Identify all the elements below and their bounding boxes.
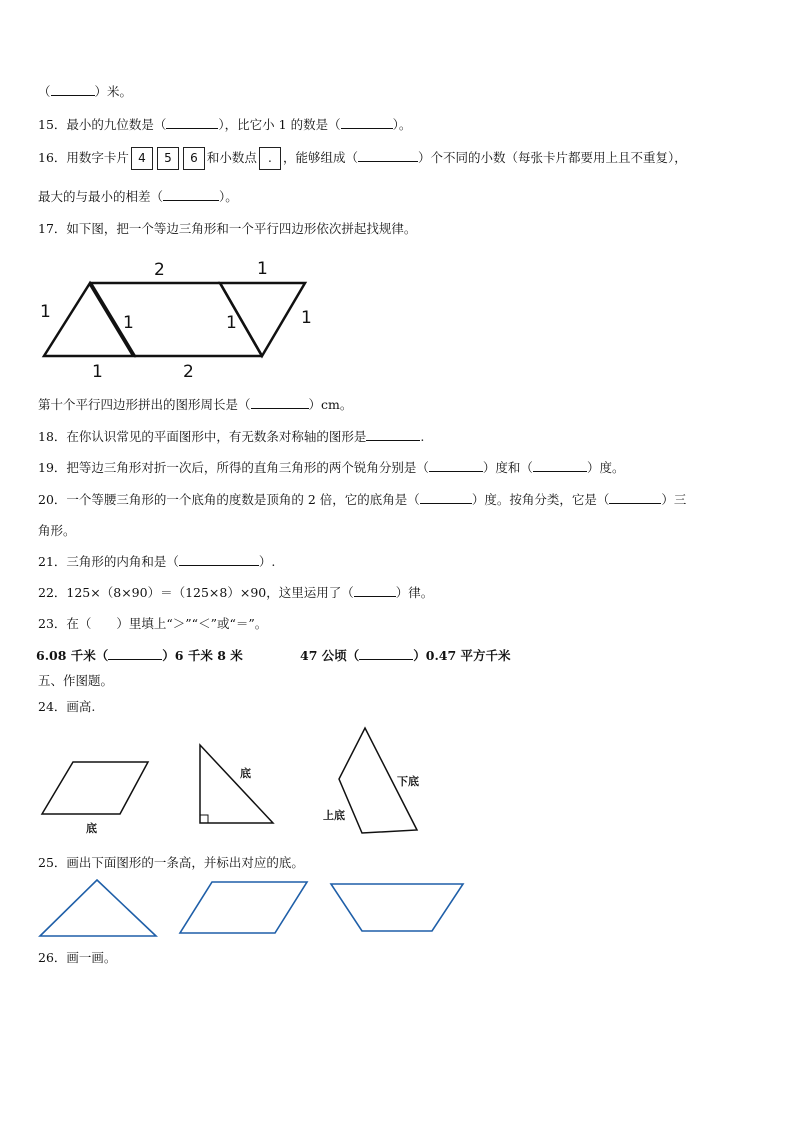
section-5-heading [38, 671, 113, 689]
q24-label-upper-base: 上底 [323, 809, 345, 822]
q17-number: 17． [38, 221, 67, 236]
question-19 [38, 458, 624, 476]
q26-number: 26． [38, 950, 67, 965]
q18-blank[interactable] [366, 428, 420, 441]
q23-text: 在（ ）里填上“＞”“＜”或“＝”。 [66, 616, 268, 631]
q17-label-bottom-right: 2 [183, 362, 194, 382]
q23-item1-b: ）6 千米 8 米 [162, 648, 243, 663]
q17-label-top-left: 2 [154, 260, 165, 280]
q16-number: 16． [38, 150, 67, 165]
q26-text: 画一画。 [66, 950, 117, 965]
q24-label-lower-base: 下底 [397, 775, 419, 788]
q17-answer [38, 395, 352, 413]
q20-blank2[interactable] [609, 491, 661, 504]
q20-line2: 角形。 [38, 523, 76, 538]
q20-text3: ）三 [661, 492, 687, 507]
q16-text1: 用数字卡片 [66, 150, 129, 165]
q21-number: 21． [38, 554, 67, 569]
q25-number: 25． [38, 855, 67, 870]
q25-text: 画出下面图形的一条高，并标出对应的底。 [66, 855, 304, 870]
q17-triangle-left [44, 283, 134, 356]
question-25 [38, 853, 304, 871]
question-23 [38, 614, 267, 632]
q23-item2-b: ）0.47 平方千米 [413, 648, 511, 663]
q14-open: （ [38, 84, 51, 99]
q25-trapezoid [331, 884, 463, 931]
q16-line2a: 最大的与最小的相差（ [38, 189, 164, 204]
q23-number: 23． [38, 616, 67, 631]
q16-text2: 和小数点 [206, 150, 257, 165]
q17-label-mid-right: 1 [226, 313, 237, 333]
q20-blank1[interactable] [420, 491, 472, 504]
q19-text2: ）度和（ [482, 460, 533, 475]
question-20-line2 [38, 521, 76, 539]
q19-blank2[interactable] [533, 459, 587, 472]
q17-answer-text-b: ）cm。 [308, 397, 353, 412]
section-5-title: 五、作图题。 [38, 673, 114, 688]
question-22 [38, 583, 433, 601]
q23-item1-a: 6.08 千米（ [36, 648, 109, 663]
q15-text2: ），比它小 1 的数是（ [218, 117, 341, 132]
q17-label-mid-left: 1 [123, 313, 134, 333]
q16-text3: ，能够组成（ [282, 150, 358, 165]
question-21 [38, 552, 275, 570]
q19-text3: ）度。 [586, 460, 625, 475]
q23-item-1 [36, 646, 243, 664]
q15-number: 15． [38, 117, 67, 132]
q21-text2: ）. [258, 554, 276, 569]
q17-label-top-right: 1 [257, 259, 268, 279]
q20-number: 20． [38, 492, 67, 507]
digit-card-6: 6 [183, 147, 205, 170]
question-18 [38, 427, 424, 445]
q15-text3: ）。 [392, 117, 412, 132]
q17-label-bottom-left: 1 [92, 362, 103, 382]
q14-close: ）米。 [94, 84, 133, 99]
q16-text4: ）个不同的小数（每张卡片都要用上且不重复）， [417, 150, 687, 165]
q22-text2: ）律。 [395, 585, 434, 600]
q22-text1: 125×（8×90）＝（125×8）×90，这里运用了（ [66, 585, 354, 600]
question-20 [38, 490, 686, 508]
q24-parallelogram [42, 762, 148, 814]
q17-figure [40, 259, 312, 382]
q18-text: 在你认识常见的平面图形中，有无数条对称轴的图形是 [66, 429, 367, 444]
q24-text: 画高. [66, 699, 96, 714]
q16-line2b: ）。 [219, 189, 238, 204]
digit-card-4: 4 [131, 147, 153, 170]
q24-label-base-1: 底 [86, 822, 97, 835]
q17-text: 如下图，把一个等边三角形和一个平行四边形依次拼起找规律。 [66, 221, 417, 236]
question-26 [38, 948, 116, 966]
q17-answer-text-a: 第十个平行四边形拼出的图形周长是（ [38, 397, 251, 412]
q19-text1: 把等边三角形对折一次后，所得的直角三角形的两个锐角分别是（ [66, 460, 429, 475]
q24-figures [42, 728, 419, 835]
q25-parallelogram [180, 882, 307, 933]
q17-label-left: 1 [40, 302, 51, 322]
q15-text1: 最小的九位数是（ [66, 117, 167, 132]
q24-right-triangle [200, 745, 273, 823]
q23-blank2[interactable] [359, 647, 413, 660]
q21-text1: 三角形的内角和是（ [66, 554, 179, 569]
q20-text2: ）度。按角分类，它是（ [471, 492, 610, 507]
q21-blank[interactable] [179, 553, 259, 566]
digit-card-5: 5 [157, 147, 179, 170]
q24-label-base-2: 底 [240, 767, 251, 780]
q24-number: 24． [38, 699, 67, 714]
q19-number: 19． [38, 460, 67, 475]
q19-blank1[interactable] [429, 459, 483, 472]
q17-label-right: 1 [301, 308, 312, 328]
q22-blank[interactable] [354, 584, 396, 597]
q24-right-angle-mark [200, 815, 208, 823]
q25-figures [40, 880, 463, 936]
q23-item2-a: 47 公顷（ [300, 648, 360, 663]
question-24 [38, 697, 95, 715]
q17-blank[interactable] [251, 396, 309, 409]
q23-item-2 [300, 646, 511, 664]
q18-number: 18． [38, 429, 67, 444]
q20-text1: 一个等腰三角形的一个底角的度数是顶角的 2 倍，它的底角是（ [66, 492, 420, 507]
q25-triangle [40, 880, 156, 936]
q23-blank1[interactable] [108, 647, 162, 660]
q22-number: 22． [38, 585, 67, 600]
q18-end: . [420, 429, 425, 444]
decimal-point-card: . [259, 147, 281, 170]
